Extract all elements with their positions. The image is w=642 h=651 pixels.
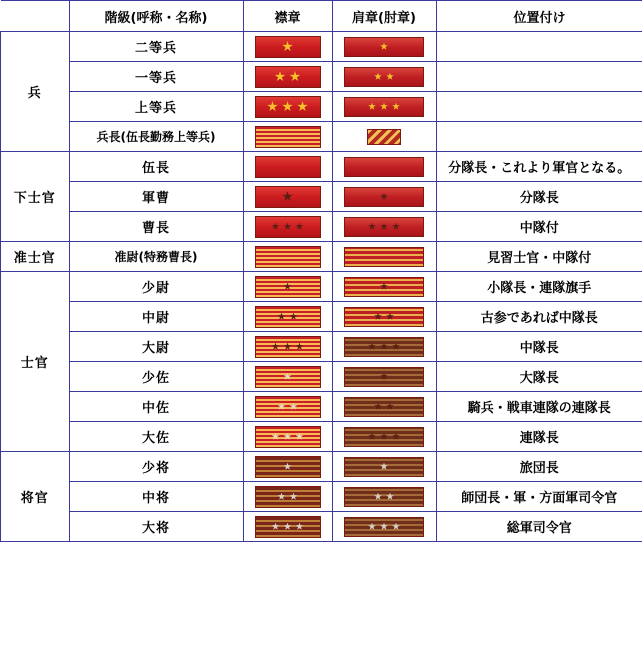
table-row: [1, 422, 642, 452]
star-icon: [278, 493, 286, 501]
star-group: [345, 98, 423, 116]
collar-badge: [255, 486, 321, 508]
star-icon: [272, 433, 280, 441]
collar-insignia: [243, 122, 332, 152]
shoulder-badge: [344, 427, 424, 447]
shoulder-insignia: [332, 512, 436, 542]
shoulder-badge: [344, 367, 424, 387]
collar-badge: [255, 66, 321, 88]
header-collar: 襟章: [243, 1, 332, 32]
collar-badge: [255, 186, 321, 208]
note-label: 騎兵・戦車連隊の連隊長: [436, 392, 642, 422]
star-icon: [386, 313, 394, 321]
star-icon: [296, 343, 304, 351]
note-label: 師団長・軍・方面軍司令官: [436, 482, 642, 512]
star-icon: [284, 283, 292, 291]
star-group: [256, 217, 320, 237]
table-row: [1, 332, 642, 362]
star-icon: [272, 523, 280, 531]
star-icon: [392, 433, 400, 441]
shoulder-badge: [344, 67, 424, 87]
collar-insignia: [243, 212, 332, 242]
note-cell-with-badge: [436, 242, 642, 272]
star-icon: [296, 523, 304, 531]
star-icon: [380, 193, 388, 201]
star-group: [256, 427, 320, 447]
note-label: [436, 92, 642, 122]
header-row: [1, 1, 642, 32]
shoulder-badge: [344, 247, 424, 267]
table-row: [1, 212, 642, 242]
collar-insignia: [243, 242, 332, 272]
table-row: [1, 92, 642, 122]
note-label: 古参であれば中隊長: [436, 302, 642, 332]
star-icon: [392, 343, 400, 351]
note-label: 総軍司令官: [436, 512, 642, 542]
collar-badge: [255, 156, 321, 178]
shoulder-badge: [344, 277, 424, 297]
star-icon: [275, 71, 286, 82]
shoulder-badge: [344, 157, 424, 177]
shoulder-badge: [344, 397, 424, 417]
star-icon: [290, 71, 301, 82]
table-body: [1, 32, 642, 542]
star-group: [256, 367, 320, 387]
shoulder-insignia: [332, 272, 436, 302]
star-icon: [374, 313, 382, 321]
note-label: 分隊長: [436, 182, 642, 212]
star-group: [345, 188, 423, 206]
collar-badge: [255, 126, 321, 148]
star-group: [345, 458, 423, 476]
star-icon: [278, 403, 286, 411]
collar-badge: [255, 276, 321, 298]
group-label-hei: 兵: [1, 32, 70, 152]
rank-label: 大将: [69, 512, 243, 542]
table-row: [1, 272, 642, 302]
star-icon: [374, 493, 382, 501]
shoulder-badge: [344, 97, 424, 117]
rank-label: 兵長(伍長勤務上等兵): [69, 122, 243, 152]
star-group: [345, 308, 423, 326]
shoulder-badge: [344, 187, 424, 207]
shoulder-insignia: [332, 122, 436, 152]
rank-label: 伍長: [69, 152, 243, 182]
shoulder-badge: [344, 457, 424, 477]
collar-insignia: [243, 32, 332, 62]
shoulder-insignia: [332, 482, 436, 512]
star-group: [256, 337, 320, 357]
shoulder-insignia: [332, 62, 436, 92]
star-group: [256, 307, 320, 327]
note-inline: [487, 247, 591, 266]
star-icon: [380, 43, 388, 51]
star-icon: [368, 433, 376, 441]
table-row: [1, 392, 642, 422]
collar-insignia: [243, 512, 332, 542]
note-label: 連隊長: [436, 422, 642, 452]
table-row: [1, 32, 642, 62]
table-row: [1, 62, 642, 92]
collar-badge: [255, 246, 321, 268]
star-icon: [297, 101, 308, 112]
collar-badge: [255, 456, 321, 478]
star-icon: [284, 463, 292, 471]
star-icon: [284, 433, 292, 441]
star-icon: [380, 373, 388, 381]
collar-insignia: [243, 392, 332, 422]
rank-label: 中佐: [69, 392, 243, 422]
shoulder-insignia: [332, 362, 436, 392]
group-label-shokan: 将官: [1, 452, 70, 542]
star-icon: [380, 283, 388, 291]
star-icon: [296, 433, 304, 441]
collar-badge: [255, 96, 321, 118]
star-icon: [272, 223, 280, 231]
collar-badge: [255, 396, 321, 418]
collar-insignia: [243, 302, 332, 332]
collar-insignia: [243, 452, 332, 482]
table-row: [1, 182, 642, 212]
star-group: [256, 457, 320, 477]
star-group: [345, 368, 423, 386]
star-icon: [386, 73, 394, 81]
shoulder-insignia: [332, 422, 436, 452]
table-row: [1, 482, 642, 512]
note-label: 中隊付: [436, 212, 642, 242]
star-icon: [284, 343, 292, 351]
star-group: [345, 68, 423, 86]
table-row: [1, 452, 642, 482]
star-icon: [278, 313, 286, 321]
star-icon: [380, 223, 388, 231]
header-group: [1, 1, 70, 32]
collar-badge: [255, 516, 321, 538]
shoulder-badge: [344, 337, 424, 357]
table-row: [1, 362, 642, 392]
star-group: [256, 187, 320, 207]
collar-insignia: [243, 92, 332, 122]
rank-label: 少将: [69, 452, 243, 482]
note-label: 見習士官・中隊付: [487, 251, 592, 266]
collar-badge: [255, 366, 321, 388]
rank-label: 少佐: [69, 362, 243, 392]
rank-label: 少尉: [69, 272, 243, 302]
star-icon: [290, 313, 298, 321]
rank-label: 中将: [69, 482, 243, 512]
header-note: 位置付け: [436, 1, 642, 32]
star-icon: [368, 343, 376, 351]
star-icon: [290, 493, 298, 501]
rank-label: 中尉: [69, 302, 243, 332]
table-row: [1, 122, 642, 152]
shoulder-badge: [344, 517, 424, 537]
rank-label: 一等兵: [69, 62, 243, 92]
star-icon: [282, 101, 293, 112]
star-icon: [380, 343, 388, 351]
shoulder-insignia: [332, 242, 436, 272]
note-label: 中隊長: [436, 332, 642, 362]
star-icon: [392, 523, 400, 531]
header-rank: 階級(呼称・名称): [69, 1, 243, 32]
shoulder-insignia: [332, 182, 436, 212]
star-icon: [284, 373, 292, 381]
note-label: 小隊長・連隊旗手: [436, 272, 642, 302]
table-row: [1, 152, 642, 182]
star-group: [345, 278, 423, 296]
star-icon: [368, 223, 376, 231]
note-label: 旅団長: [436, 452, 642, 482]
star-icon: [272, 343, 280, 351]
star-icon: [386, 493, 394, 501]
group-label-shikan: 士官: [1, 272, 70, 452]
collar-insignia: [243, 332, 332, 362]
note-label: [436, 32, 642, 62]
shoulder-insignia: [332, 32, 436, 62]
note-label: [436, 62, 642, 92]
collar-insignia: [243, 482, 332, 512]
rank-label: 大尉: [69, 332, 243, 362]
star-icon: [380, 433, 388, 441]
rank-label: 准尉(特務曹長): [69, 242, 243, 272]
shoulder-insignia: [332, 392, 436, 422]
rank-label: 軍曹: [69, 182, 243, 212]
star-icon: [380, 463, 388, 471]
collar-badge: [255, 36, 321, 58]
collar-badge: [255, 216, 321, 238]
star-group: [256, 67, 320, 87]
group-label-junshikan: 准士官: [1, 242, 70, 272]
star-group: [345, 218, 423, 236]
table-head: [1, 1, 642, 32]
star-icon: [368, 103, 376, 111]
star-group: [345, 398, 423, 416]
shoulder-insignia: [332, 92, 436, 122]
star-icon: [368, 523, 376, 531]
table-row: [1, 512, 642, 542]
star-group: [256, 487, 320, 507]
star-group: [345, 428, 423, 446]
star-group: [345, 38, 423, 56]
star-group: [256, 517, 320, 537]
collar-badge: [255, 426, 321, 448]
star-icon: [392, 223, 400, 231]
star-group: [256, 397, 320, 417]
shoulder-badge: [344, 307, 424, 327]
shoulder-insignia: [332, 452, 436, 482]
note-label: 分隊長・これより軍官となる。: [436, 152, 642, 182]
star-icon: [374, 73, 382, 81]
shoulder-badge: [344, 487, 424, 507]
note-label: [436, 122, 642, 152]
star-group: [345, 518, 423, 536]
collar-badge: [255, 306, 321, 328]
star-icon: [282, 191, 293, 202]
star-icon: [392, 103, 400, 111]
collar-insignia: [243, 422, 332, 452]
star-icon: [284, 523, 292, 531]
star-icon: [374, 403, 382, 411]
collar-badge: [255, 336, 321, 358]
rank-label: 大佐: [69, 422, 243, 452]
star-group: [345, 488, 423, 506]
star-icon: [380, 103, 388, 111]
shoulder-insignia: [332, 152, 436, 182]
table-row: [1, 242, 642, 272]
shoulder-insignia: [332, 212, 436, 242]
star-icon: [284, 223, 292, 231]
star-icon: [386, 403, 394, 411]
collar-insignia: [243, 62, 332, 92]
star-icon: [290, 403, 298, 411]
star-group: [345, 338, 423, 356]
star-group: [256, 97, 320, 117]
star-group: [256, 37, 320, 57]
shoulder-badge: [344, 217, 424, 237]
star-icon: [267, 101, 278, 112]
collar-insignia: [243, 182, 332, 212]
star-icon: [282, 41, 293, 52]
shoulder-badge: [367, 129, 401, 145]
collar-insignia: [243, 272, 332, 302]
rank-label: 二等兵: [69, 32, 243, 62]
star-icon: [296, 223, 304, 231]
header-shoulder: 肩章(肘章): [332, 1, 436, 32]
collar-insignia: [243, 362, 332, 392]
table-row: [1, 302, 642, 332]
rank-label: 曹長: [69, 212, 243, 242]
star-group: [256, 277, 320, 297]
shoulder-insignia: [332, 302, 436, 332]
shoulder-insignia: [332, 332, 436, 362]
group-label-kashikan: 下士官: [1, 152, 70, 242]
star-icon: [380, 523, 388, 531]
rank-label: 上等兵: [69, 92, 243, 122]
collar-insignia: [243, 152, 332, 182]
note-label: 大隊長: [436, 362, 642, 392]
shoulder-badge: [344, 37, 424, 57]
